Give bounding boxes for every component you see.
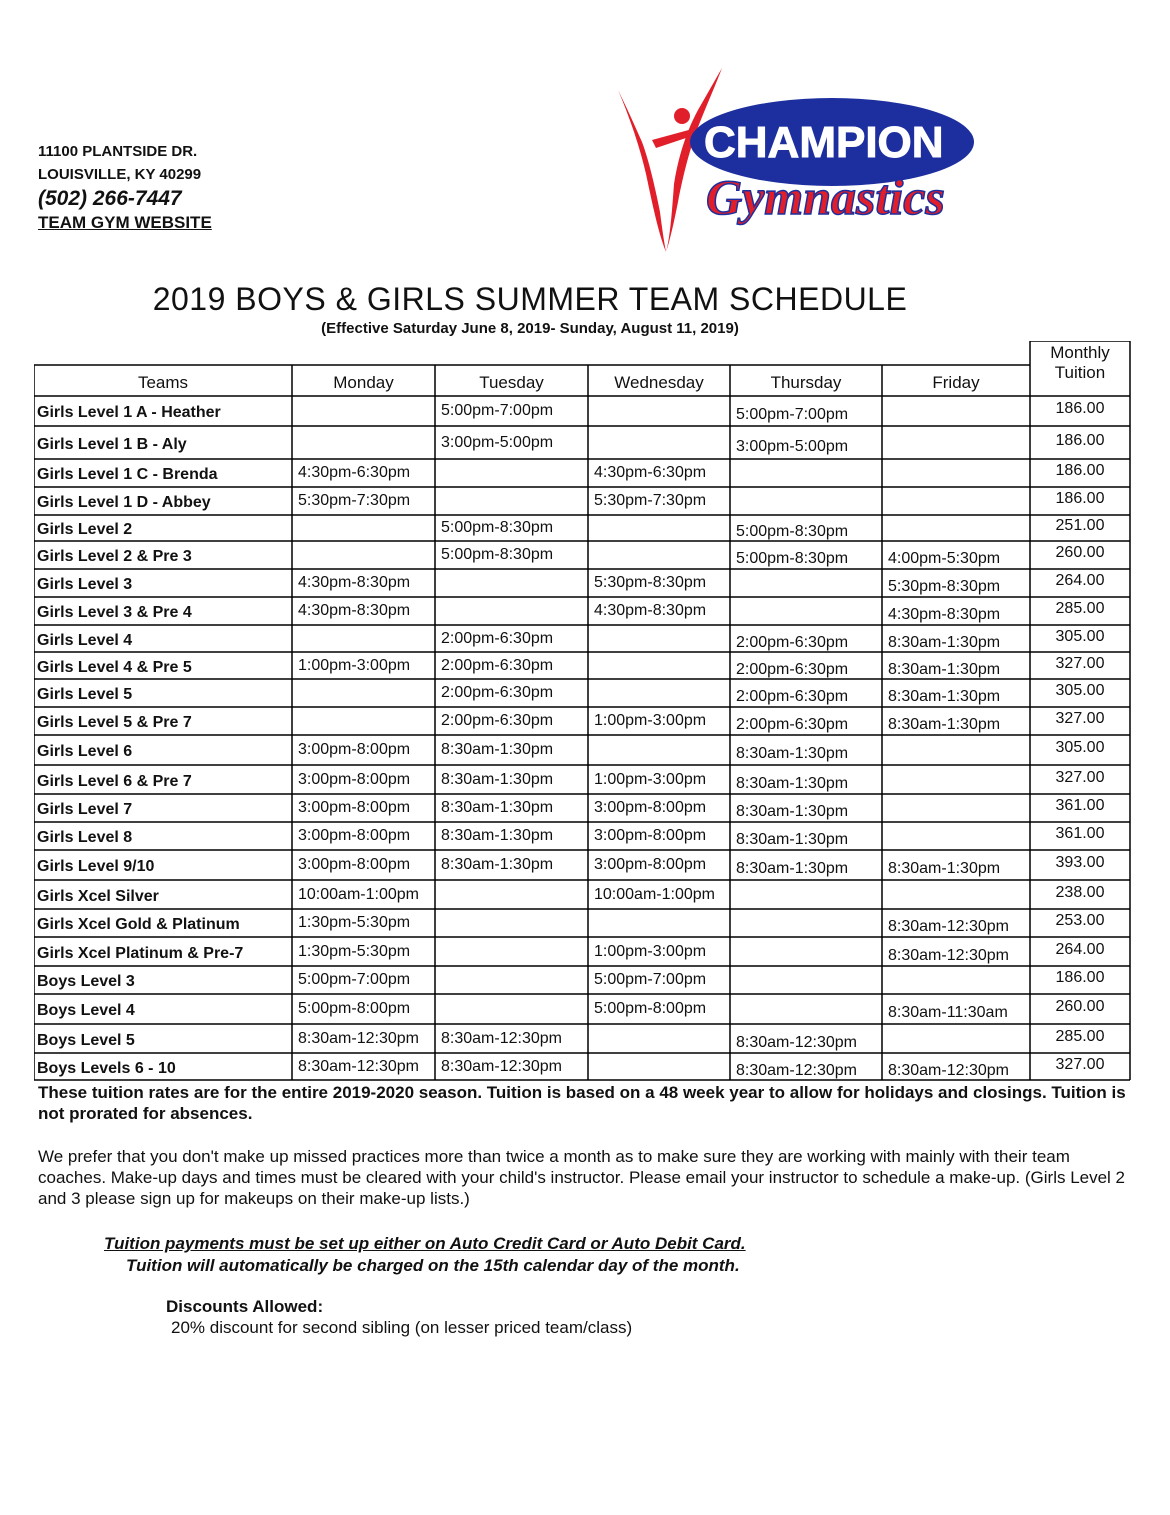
column-header-friday: Friday bbox=[932, 373, 980, 392]
schedule-time-fri: 8:30am-1:30pm bbox=[888, 716, 1001, 733]
schedule-time-tue: 8:30am-1:30pm bbox=[441, 741, 554, 758]
monthly-tuition: 305.00 bbox=[1055, 739, 1105, 756]
schedule-time-fri: 8:30am-11:30am bbox=[888, 1004, 1008, 1021]
address-block bbox=[38, 140, 212, 234]
team-name: Girls Level 1 C - Brenda bbox=[37, 466, 218, 483]
team-name: Girls Level 3 bbox=[37, 576, 133, 593]
team-name: Girls Level 8 bbox=[37, 829, 133, 846]
schedule-time-mon: 4:30pm-8:30pm bbox=[298, 574, 411, 591]
schedule-time-tue: 2:00pm-6:30pm bbox=[441, 684, 554, 701]
monthly-tuition: 186.00 bbox=[1055, 400, 1105, 417]
monthly-tuition: 264.00 bbox=[1055, 941, 1105, 958]
monthly-tuition: 186.00 bbox=[1055, 490, 1105, 507]
team-name: Girls Xcel Gold & Platinum bbox=[37, 916, 240, 933]
column-header-monday: Monday bbox=[333, 373, 394, 392]
schedule-time-fri: 4:30pm-8:30pm bbox=[888, 606, 1001, 623]
team-name: Girls Level 5 & Pre 7 bbox=[37, 714, 192, 731]
column-header-teams: Teams bbox=[137, 373, 189, 392]
team-name: Boys Level 5 bbox=[37, 1032, 135, 1049]
schedule-time-mon: 1:00pm-3:00pm bbox=[298, 657, 411, 674]
monthly-tuition: 305.00 bbox=[1055, 682, 1105, 699]
monthly-tuition: 253.00 bbox=[1055, 912, 1105, 929]
team-name: Girls Level 4 & Pre 5 bbox=[37, 659, 192, 676]
schedule-time-wed: 1:00pm-3:00pm bbox=[594, 712, 707, 729]
column-header-monthly: Monthly bbox=[1050, 343, 1110, 362]
schedule-time-fri: 8:30am-12:30pm bbox=[888, 947, 1009, 964]
monthly-tuition: 285.00 bbox=[1055, 600, 1105, 617]
team-name: Boys Levels 6 - 10 bbox=[37, 1060, 176, 1077]
schedule-time-fri: 8:30am-12:30pm bbox=[888, 1062, 1009, 1079]
effective-dates: (Effective Saturday June 8, 2019- Sunday, August 11, 2019) bbox=[321, 320, 739, 337]
monthly-tuition: 361.00 bbox=[1055, 797, 1105, 814]
schedule-time-thu: 8:30am-1:30pm bbox=[736, 775, 849, 792]
column-header-thursday: Thursday bbox=[770, 373, 842, 392]
schedule-time-tue: 2:00pm-6:30pm bbox=[441, 712, 554, 729]
monthly-tuition: 327.00 bbox=[1055, 710, 1105, 727]
schedule-time-mon: 4:30pm-6:30pm bbox=[298, 464, 411, 481]
schedule-time-mon: 1:30pm-5:30pm bbox=[298, 914, 411, 931]
schedule-time-wed: 4:30pm-6:30pm bbox=[594, 464, 707, 481]
logo-word-champion: CHAMPION bbox=[704, 118, 944, 167]
schedule-time-wed: 3:00pm-8:00pm bbox=[594, 799, 707, 816]
schedule-time-mon: 3:00pm-8:00pm bbox=[298, 799, 411, 816]
team-name: Girls Level 4 bbox=[37, 632, 133, 649]
schedule-time-tue: 5:00pm-7:00pm bbox=[441, 402, 554, 419]
schedule-table bbox=[34, 341, 1131, 1081]
schedule-time-tue: 2:00pm-6:30pm bbox=[441, 657, 554, 674]
schedule-time-mon: 10:00am-1:00pm bbox=[298, 886, 419, 903]
notes-section bbox=[38, 1082, 1138, 1209]
monthly-tuition: 260.00 bbox=[1055, 998, 1105, 1015]
team-name: Girls Xcel Silver bbox=[37, 888, 159, 905]
column-header-tuition: Tuition bbox=[1054, 363, 1106, 382]
schedule-time-thu: 2:00pm-6:30pm bbox=[736, 634, 849, 651]
team-name: Girls Level 1 B - Aly bbox=[37, 436, 187, 453]
schedule-time-tue: 8:30am-1:30pm bbox=[441, 827, 554, 844]
schedule-time-mon: 3:00pm-8:00pm bbox=[298, 771, 411, 788]
team-name: Boys Level 3 bbox=[37, 973, 135, 990]
monthly-tuition: 186.00 bbox=[1055, 432, 1105, 449]
tuition-rates-note: These tuition rates are for the entire 2019-2020 season. Tuition is based on a 48 week year to allow for holidays and closings. Tuition is not prorated for absences. bbox=[38, 1083, 1126, 1123]
schedule-time-mon: 3:00pm-8:00pm bbox=[298, 827, 411, 844]
address-city: LOUISVILLE, KY 40299 bbox=[38, 166, 202, 183]
schedule-time-fri: 5:30pm-8:30pm bbox=[888, 578, 1001, 595]
team-name: Girls Level 1 A - Heather bbox=[37, 404, 221, 421]
team-name: Girls Level 1 D - Abbey bbox=[37, 494, 211, 511]
schedule-time-thu: 8:30am-1:30pm bbox=[736, 745, 849, 762]
monthly-tuition: 327.00 bbox=[1055, 769, 1105, 786]
schedule-time-thu: 5:00pm-7:00pm bbox=[736, 406, 849, 423]
monthly-tuition: 264.00 bbox=[1055, 572, 1105, 589]
team-name: Girls Level 9/10 bbox=[37, 858, 155, 875]
schedule-time-thu: 2:00pm-6:30pm bbox=[736, 688, 849, 705]
schedule-time-wed: 5:30pm-7:30pm bbox=[594, 492, 707, 509]
schedule-time-thu: 5:00pm-8:30pm bbox=[736, 550, 849, 567]
schedule-time-wed: 3:00pm-8:00pm bbox=[594, 827, 707, 844]
team-name: Girls Level 7 bbox=[37, 801, 133, 818]
team-name: Girls Level 2 bbox=[37, 521, 133, 538]
monthly-tuition: 260.00 bbox=[1055, 544, 1105, 561]
schedule-time-mon: 5:00pm-7:00pm bbox=[298, 971, 411, 988]
schedule-time-wed: 5:00pm-7:00pm bbox=[594, 971, 707, 988]
schedule-time-wed: 10:00am-1:00pm bbox=[594, 886, 715, 903]
address-street: 11100 PLANTSIDE DR. bbox=[38, 143, 198, 160]
monthly-tuition: 305.00 bbox=[1055, 628, 1105, 645]
monthly-tuition: 327.00 bbox=[1055, 1056, 1105, 1073]
schedule-time-mon: 5:00pm-8:00pm bbox=[298, 1000, 411, 1017]
team-name: Girls Level 5 bbox=[37, 686, 133, 703]
column-header-tuesday: Tuesday bbox=[479, 373, 544, 392]
schedule-time-thu: 8:30am-12:30pm bbox=[736, 1062, 857, 1079]
schedule-time-wed: 5:30pm-8:30pm bbox=[594, 574, 707, 591]
team-gym-website-link[interactable]: TEAM GYM WEBSITE bbox=[38, 213, 212, 232]
schedule-time-mon: 3:00pm-8:00pm bbox=[298, 741, 411, 758]
discount-item: 20% discount for second sibling (on lesser priced team/class) bbox=[171, 1318, 633, 1337]
schedule-time-tue: 8:30am-1:30pm bbox=[441, 771, 554, 788]
payment-line-2: Tuition will automatically be charged on the 15th calendar day of the month. bbox=[126, 1256, 740, 1275]
schedule-time-wed: 5:00pm-8:00pm bbox=[594, 1000, 707, 1017]
team-name: Girls Level 2 & Pre 3 bbox=[37, 548, 192, 565]
champion-gymnastics-logo bbox=[612, 62, 982, 258]
phone-number: (502) 266-7447 bbox=[38, 187, 182, 210]
payment-note bbox=[104, 1233, 746, 1277]
schedule-time-mon: 8:30am-12:30pm bbox=[298, 1058, 419, 1075]
schedule-time-tue: 8:30am-1:30pm bbox=[441, 856, 554, 873]
schedule-time-fri: 8:30am-1:30pm bbox=[888, 634, 1001, 651]
schedule-time-thu: 3:00pm-5:00pm bbox=[736, 438, 849, 455]
schedule-time-tue: 8:30am-1:30pm bbox=[441, 799, 554, 816]
team-name: Girls Level 3 & Pre 4 bbox=[37, 604, 192, 621]
schedule-time-fri: 8:30am-1:30pm bbox=[888, 860, 1001, 877]
schedule-time-tue: 5:00pm-8:30pm bbox=[441, 546, 554, 563]
column-header-wednesday: Wednesday bbox=[614, 373, 704, 392]
monthly-tuition: 238.00 bbox=[1055, 884, 1105, 901]
monthly-tuition: 251.00 bbox=[1055, 517, 1105, 534]
discounts-heading: Discounts Allowed: bbox=[166, 1297, 324, 1316]
team-name: Boys Level 4 bbox=[37, 1002, 135, 1019]
schedule-time-thu: 8:30am-1:30pm bbox=[736, 803, 849, 820]
discounts-section bbox=[166, 1296, 632, 1338]
schedule-time-wed: 4:30pm-8:30pm bbox=[594, 602, 707, 619]
monthly-tuition: 393.00 bbox=[1055, 854, 1105, 871]
schedule-time-wed: 1:00pm-3:00pm bbox=[594, 771, 707, 788]
schedule-time-tue: 8:30am-12:30pm bbox=[441, 1058, 562, 1075]
payment-line-1: Tuition payments must be set up either on Auto Credit Card or Auto Debit Card. bbox=[104, 1234, 746, 1253]
monthly-tuition: 361.00 bbox=[1055, 825, 1105, 842]
schedule-time-tue: 2:00pm-6:30pm bbox=[441, 630, 554, 647]
schedule-time-mon: 1:30pm-5:30pm bbox=[298, 943, 411, 960]
page-title: 2019 BOYS & GIRLS SUMMER TEAM SCHEDULE bbox=[152, 281, 908, 317]
schedule-time-fri: 4:00pm-5:30pm bbox=[888, 550, 1001, 567]
schedule-time-wed: 3:00pm-8:00pm bbox=[594, 856, 707, 873]
monthly-tuition: 186.00 bbox=[1055, 462, 1105, 479]
schedule-time-fri: 8:30am-1:30pm bbox=[888, 661, 1001, 678]
schedule-time-mon: 4:30pm-8:30pm bbox=[298, 602, 411, 619]
schedule-time-tue: 3:00pm-5:00pm bbox=[441, 434, 554, 451]
monthly-tuition: 327.00 bbox=[1055, 655, 1105, 672]
team-name: Girls Level 6 & Pre 7 bbox=[37, 773, 192, 790]
schedule-time-thu: 5:00pm-8:30pm bbox=[736, 523, 849, 540]
schedule-time-thu: 2:00pm-6:30pm bbox=[736, 716, 849, 733]
makeup-policy-note: We prefer that you don't make up missed practices more than twice a month as to make sure they are working with mainly with their team coaches. Make-up days and times must be cleared with your child's instructor. Please email your instructor to schedule a make-up. (Girls Level 2 and 3 please sign up for makeups on their make-up lists.) bbox=[38, 1147, 1126, 1208]
schedule-time-fri: 8:30am-1:30pm bbox=[888, 688, 1001, 705]
schedule-time-tue: 5:00pm-8:30pm bbox=[441, 519, 554, 536]
schedule-time-thu: 8:30am-1:30pm bbox=[736, 860, 849, 877]
schedule-time-mon: 8:30am-12:30pm bbox=[298, 1030, 419, 1047]
schedule-time-thu: 8:30am-1:30pm bbox=[736, 831, 849, 848]
schedule-time-fri: 8:30am-12:30pm bbox=[888, 918, 1009, 935]
team-name: Girls Xcel Platinum & Pre-7 bbox=[37, 945, 244, 962]
logo-word-gymnastics: Gymnastics bbox=[706, 169, 945, 225]
schedule-time-wed: 1:00pm-3:00pm bbox=[594, 943, 707, 960]
schedule-time-thu: 8:30am-12:30pm bbox=[736, 1034, 857, 1051]
schedule-time-mon: 5:30pm-7:30pm bbox=[298, 492, 411, 509]
monthly-tuition: 186.00 bbox=[1055, 969, 1105, 986]
schedule-time-tue: 8:30am-12:30pm bbox=[441, 1030, 562, 1047]
schedule-time-mon: 3:00pm-8:00pm bbox=[298, 856, 411, 873]
monthly-tuition: 285.00 bbox=[1055, 1028, 1105, 1045]
schedule-time-thu: 2:00pm-6:30pm bbox=[736, 661, 849, 678]
team-name: Girls Level 6 bbox=[37, 743, 133, 760]
